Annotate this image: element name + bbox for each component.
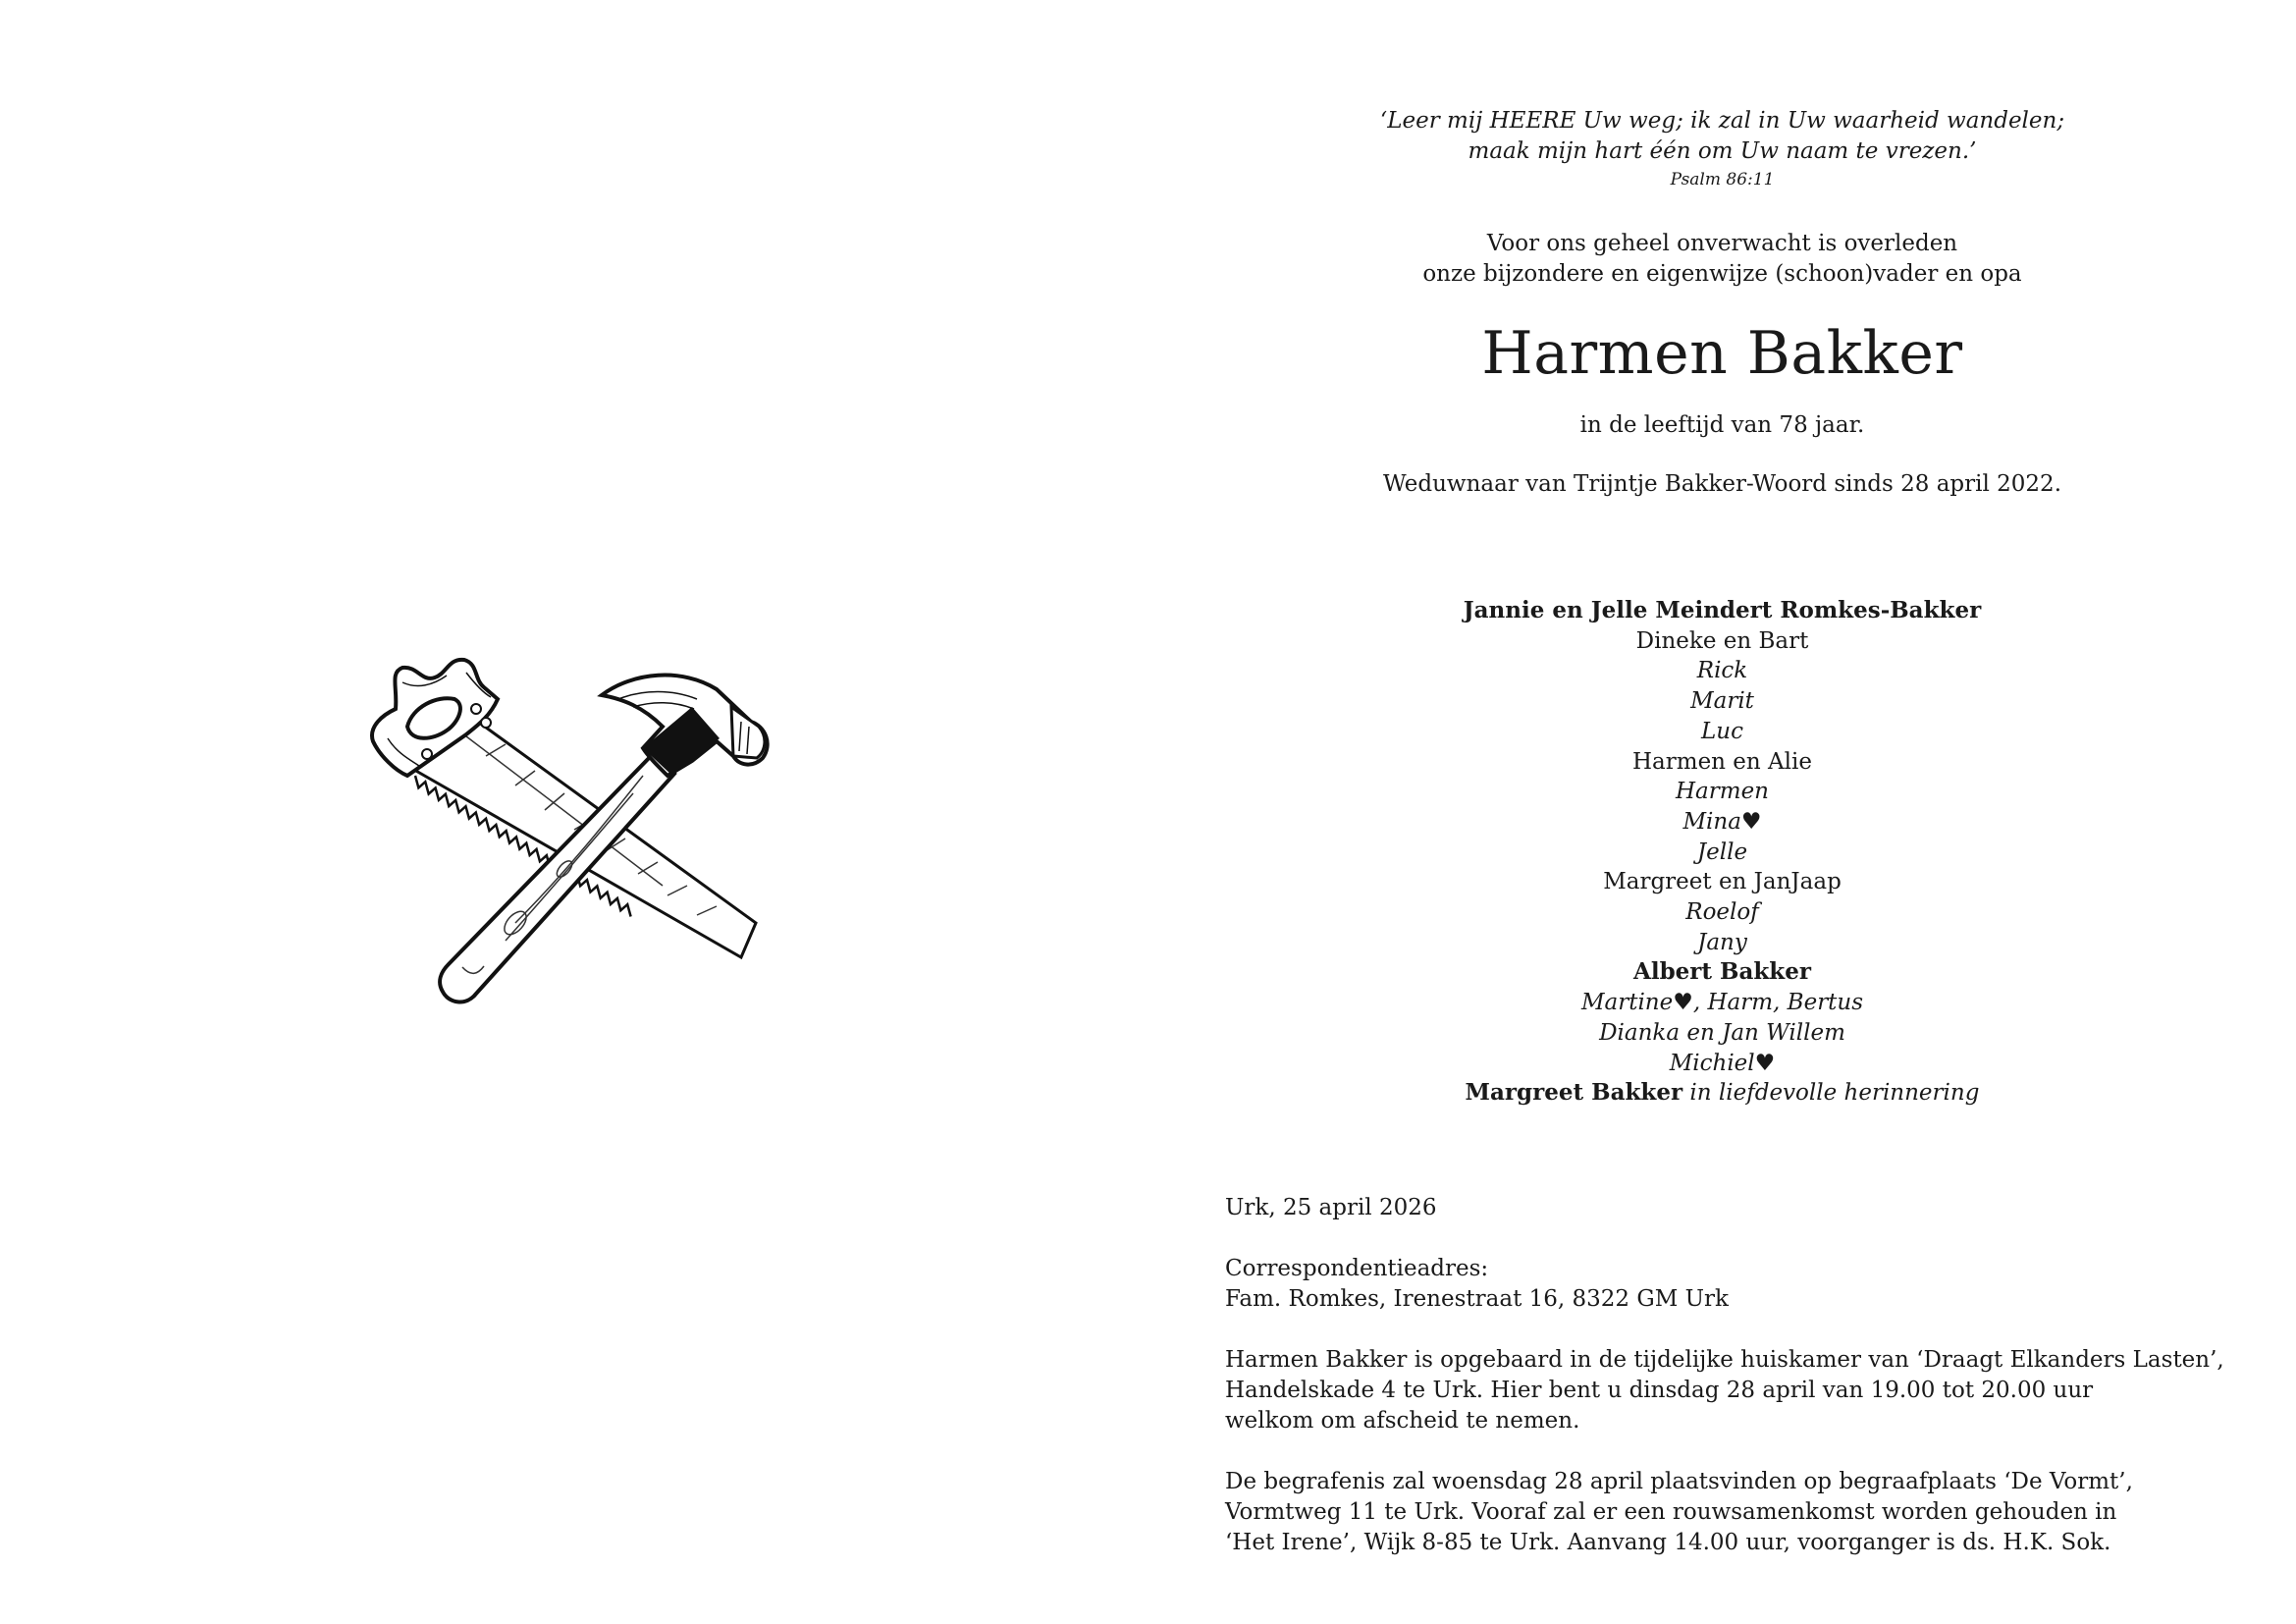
family-row bbox=[1148, 988, 2296, 1018]
family-member-name: Jelle bbox=[1696, 839, 1748, 865]
funeral-line-3: ‘Het Irene’, Wijk 8-85 te Urk. Aanvang 14.00 uur, voorganger is ds. H.K. Sok. bbox=[1225, 1530, 2111, 1555]
deceased-name: Harmen Bakker bbox=[1481, 319, 1963, 388]
announcement-line-2: onze bijzondere en eigenwijze (schoon)vader en opa bbox=[1422, 261, 2022, 287]
family-row bbox=[1148, 897, 2296, 928]
family-row-suffix: , Harm, Bertus bbox=[1692, 990, 1864, 1016]
family-member-name: Jany bbox=[1697, 929, 1747, 955]
verse-line-1: ‘Leer mij HEERE Uw weg; ik zal in Uw waarheid wandelen; bbox=[1379, 108, 2065, 134]
family-member-name: Margreet en JanJaap bbox=[1603, 869, 1842, 895]
family-row bbox=[1148, 838, 2296, 868]
place-date-text: Urk, 25 april 2026 bbox=[1225, 1195, 1437, 1220]
place-date bbox=[1225, 1193, 2246, 1223]
verse-reference: Psalm 86:11 bbox=[1670, 170, 1775, 189]
laid-out-info bbox=[1225, 1345, 2246, 1436]
family-member-name: Michiel bbox=[1669, 1050, 1755, 1076]
funeral-info bbox=[1225, 1467, 2246, 1558]
laid-out-line-3: welkom om afscheid te nemen. bbox=[1225, 1408, 1580, 1434]
age-text: in de leeftijd van 78 jaar. bbox=[1579, 412, 1865, 438]
family-row bbox=[1148, 777, 2296, 807]
family-row bbox=[1148, 717, 2296, 747]
laid-out-line-1: Harmen Bakker is opgebaard in de tijdelijke huiskamer van ‘Draagt Elkanders Lasten’, bbox=[1225, 1347, 2224, 1373]
heart-icon: ♥ bbox=[1754, 1050, 1776, 1076]
family-row bbox=[1148, 1078, 2296, 1109]
family-member-name: Harmen en Alie bbox=[1632, 748, 1812, 775]
family-row bbox=[1148, 957, 2296, 988]
announcement-line-1: Voor ons geheel onverwacht is overleden bbox=[1486, 231, 1958, 256]
family-row bbox=[1148, 747, 2296, 778]
family-member-name: Luc bbox=[1701, 718, 1743, 744]
family-list bbox=[1148, 596, 2296, 1109]
correspondence-label: Correspondentieadres: bbox=[1225, 1256, 1489, 1281]
family-row bbox=[1148, 686, 2296, 717]
funeral-line-1: De begrafenis zal woensdag 28 april plaatsvinden op begraafplaats ‘De Vormt’, bbox=[1225, 1469, 2133, 1494]
announcement bbox=[1148, 229, 2296, 290]
bible-verse bbox=[1148, 106, 2296, 192]
family-row bbox=[1148, 1049, 2296, 1079]
heart-icon: ♥ bbox=[1740, 808, 1762, 835]
correspondence-address: Fam. Romkes, Irenestraat 16, 8322 GM Urk bbox=[1225, 1286, 1729, 1312]
family-row bbox=[1148, 867, 2296, 897]
family-row bbox=[1148, 596, 2296, 626]
verse-line-2: maak mijn hart één om Uw naam te vrezen.’ bbox=[1468, 138, 1977, 164]
family-row-suffix: in liefdevolle herinnering bbox=[1682, 1080, 1980, 1107]
family-row bbox=[1148, 928, 2296, 958]
family-member-name: Roelof bbox=[1685, 899, 1759, 926]
heart-icon: ♥ bbox=[1673, 990, 1693, 1016]
widower-text: Weduwnaar van Trijntje Bakker-Woord sinds 28 april 2022. bbox=[1383, 471, 2061, 497]
footer-info bbox=[1225, 1193, 2246, 1558]
family-row bbox=[1148, 626, 2296, 657]
family-member-name: Martine bbox=[1580, 990, 1674, 1016]
family-member-name: Margreet Bakker bbox=[1465, 1079, 1683, 1107]
family-row bbox=[1148, 656, 2296, 686]
family-member-name: Dianka en Jan Willem bbox=[1599, 1019, 1845, 1046]
family-member-name: Dineke en Bart bbox=[1635, 627, 1809, 654]
crossed-saw-and-hammer-icon bbox=[368, 628, 780, 1011]
family-member-name: Marit bbox=[1690, 688, 1754, 715]
family-member-name: Harmen bbox=[1676, 779, 1769, 805]
family-member-name: Jannie en Jelle Meindert Romkes-Bakker bbox=[1463, 597, 1982, 623]
funeral-line-2: Vormtweg 11 te Urk. Vooraf zal er een rouwsamenkomst worden gehouden in bbox=[1225, 1499, 2117, 1525]
family-row bbox=[1148, 1018, 2296, 1049]
family-row bbox=[1148, 807, 2296, 838]
right-page bbox=[1148, 0, 2296, 1624]
correspondence bbox=[1225, 1254, 2246, 1315]
laid-out-line-2: Handelskade 4 te Urk. Hier bent u dinsdag 28 april van 19.00 tot 20.00 uur bbox=[1225, 1378, 2094, 1403]
family-member-name: Mina bbox=[1682, 808, 1741, 835]
family-member-name: Albert Bakker bbox=[1632, 958, 1811, 986]
family-member-name: Rick bbox=[1696, 658, 1748, 684]
